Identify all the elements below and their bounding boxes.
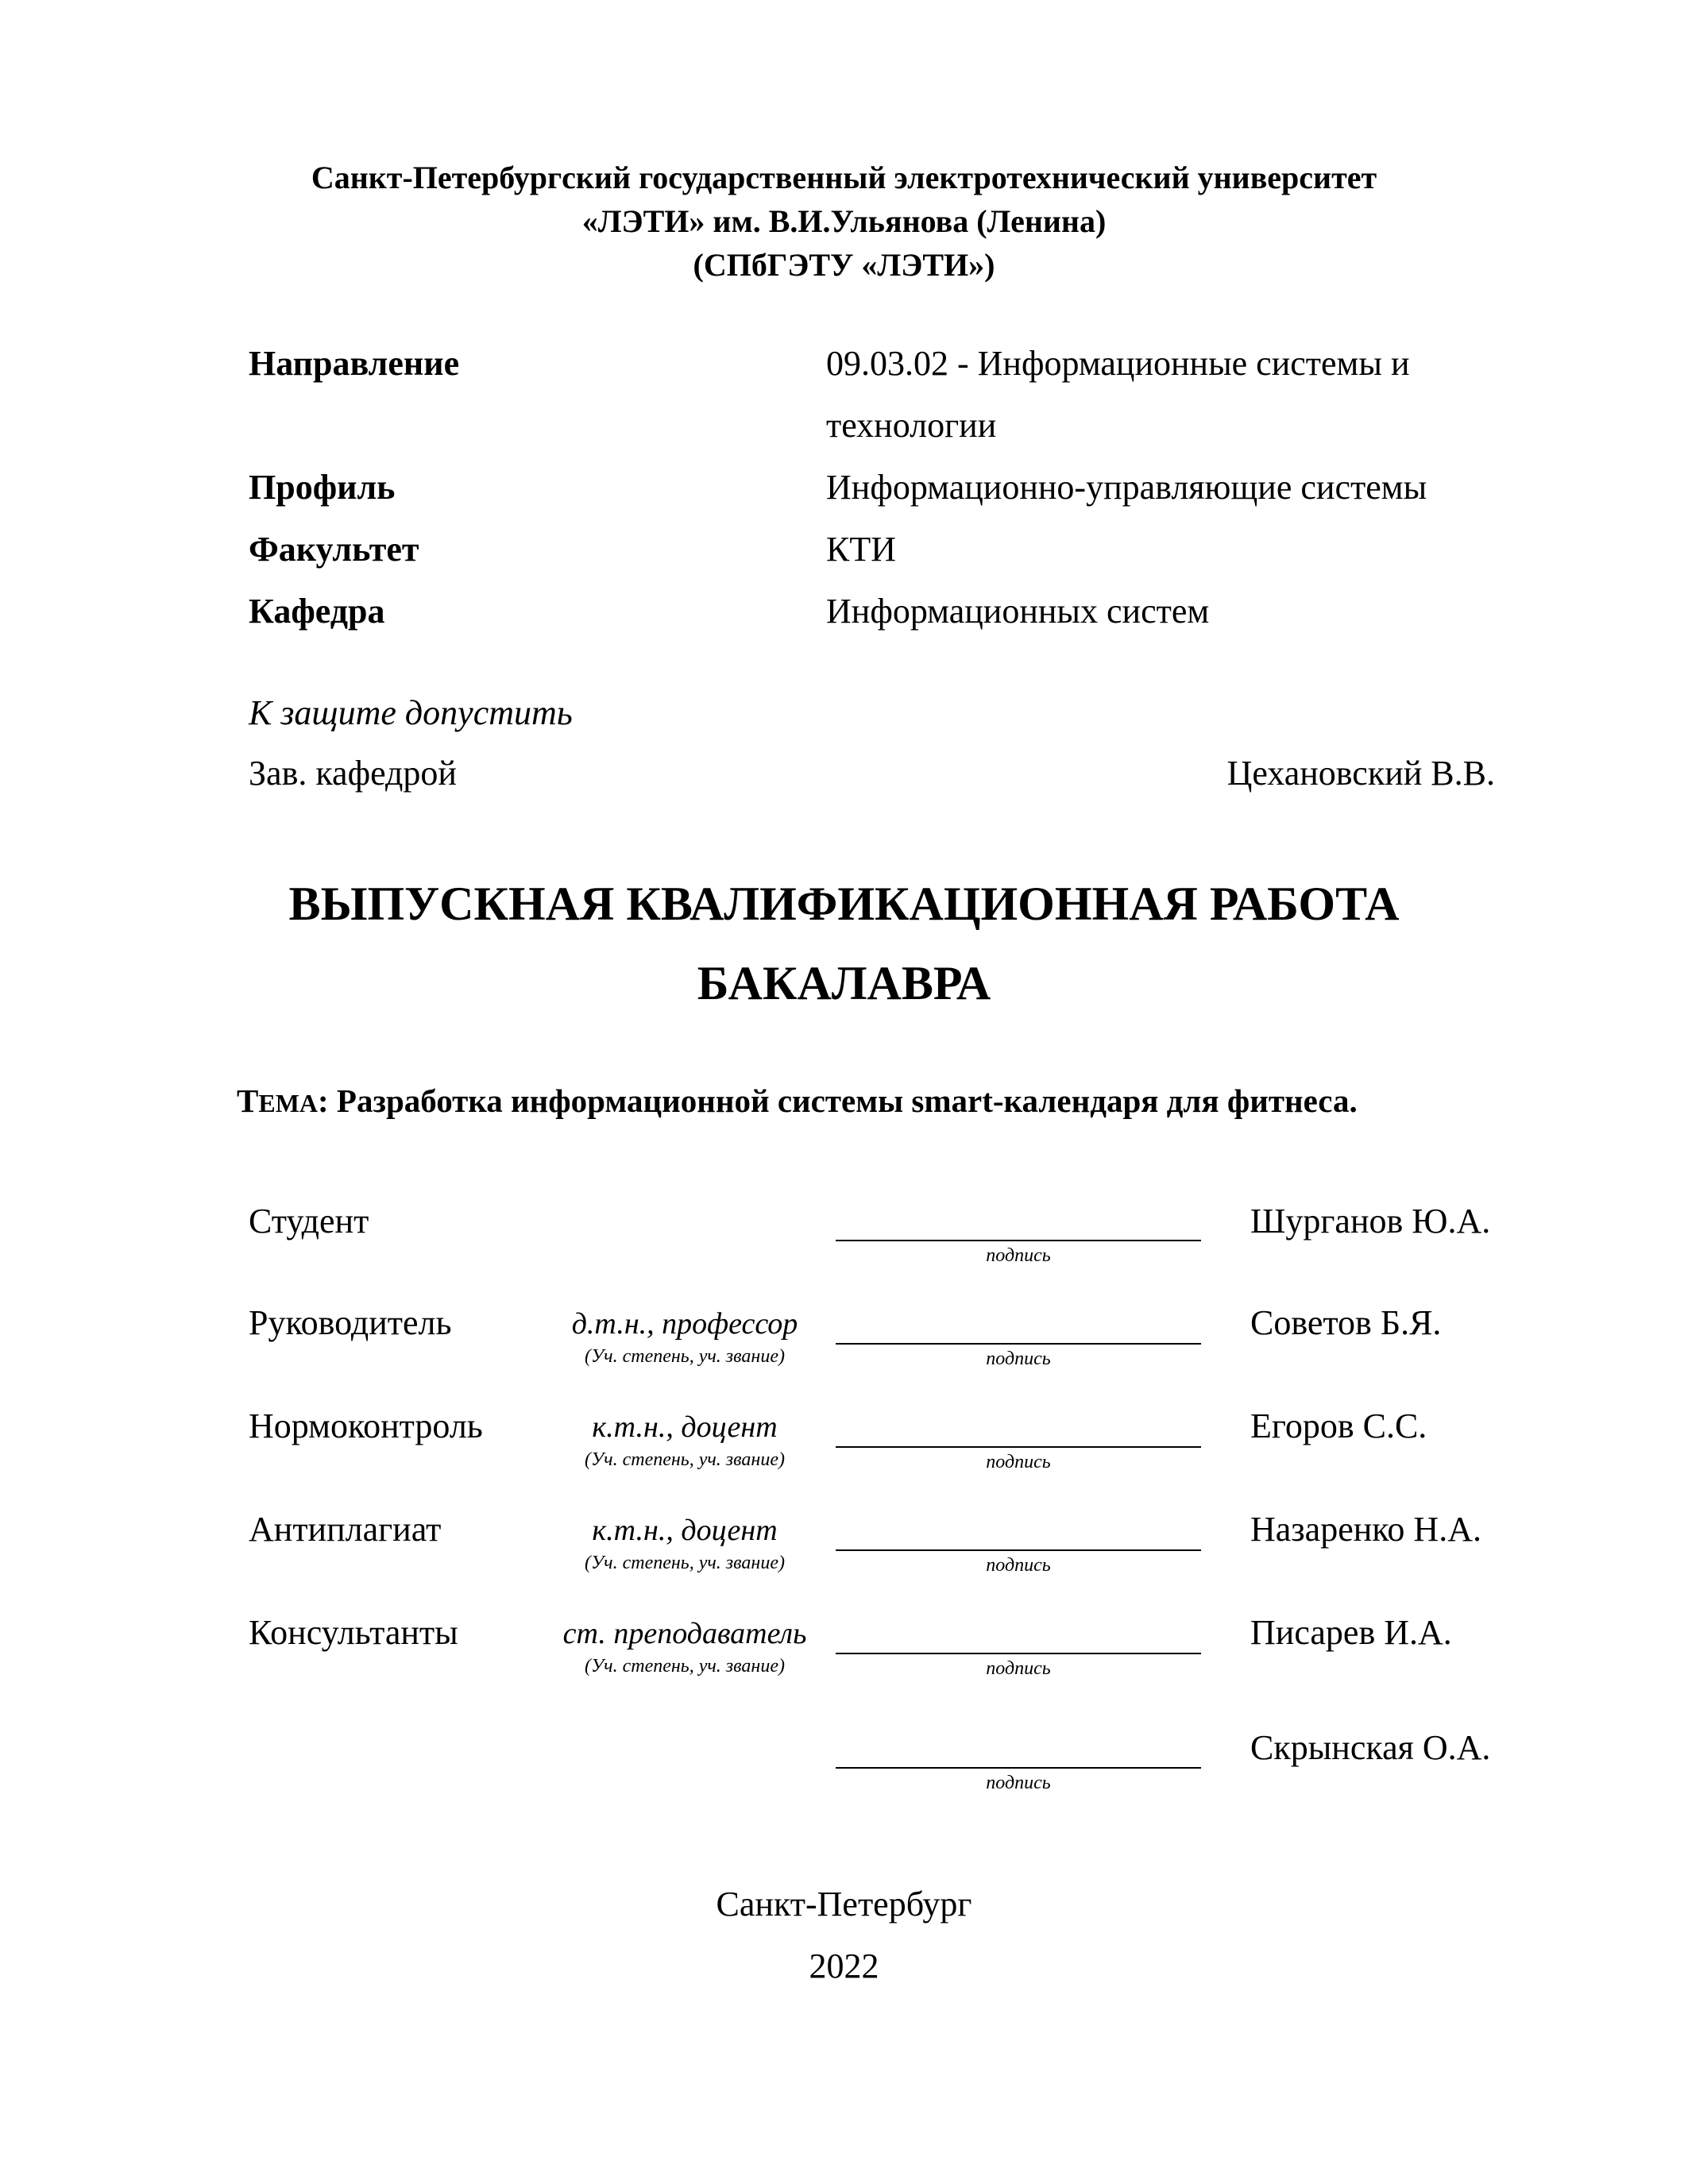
topic-line	[237, 1082, 1358, 1120]
direction-value-cont: технологии	[826, 406, 997, 445]
signature-note-supervisor: подпись	[986, 1349, 1051, 1369]
degree-antiplagiarism: к.т.н., доцент	[592, 1514, 778, 1547]
university-abbreviation: (СПбГЭТУ «ЛЭТИ»)	[693, 247, 995, 283]
faculty-value: КТИ	[826, 530, 896, 569]
city: Санкт-Петербург	[716, 1885, 972, 1924]
faculty-label: Факультет	[249, 530, 419, 569]
direction-value: 09.03.02 - Информационные системы и	[826, 344, 1410, 383]
name-consultant-1: Писарев И.А.	[1250, 1613, 1452, 1652]
role-supervisor: Руководитель	[249, 1303, 452, 1342]
degree-norm-control: к.т.н., доцент	[592, 1410, 778, 1444]
topic-text: Разработка информационной системы smart-календаря для фитнеса.	[336, 1082, 1358, 1119]
university-name-line1: Санкт-Петербургский государственный электротехнический университет	[311, 160, 1377, 195]
role-antiplagiarism: Антиплагиат	[249, 1510, 442, 1549]
degree-supervisor: д.т.н., профессор	[571, 1307, 798, 1341]
work-title-line2: БАКАЛАВРА	[697, 957, 991, 1009]
signature-line-norm-control	[836, 1446, 1201, 1448]
department-value: Информационных систем	[826, 592, 1210, 631]
degree-note-consultant: (Уч. степень, уч. звание)	[585, 1656, 785, 1677]
role-student: Студент	[249, 1202, 369, 1241]
university-name-line2: «ЛЭТИ» им. В.И.Ульянова (Ленина)	[581, 203, 1107, 239]
name-norm-control: Егоров С.С.	[1250, 1406, 1427, 1445]
signature-note-student: подпись	[986, 1245, 1051, 1266]
name-supervisor: Советов Б.Я.	[1250, 1303, 1442, 1342]
name-student: Шурганов Ю.А.	[1250, 1202, 1491, 1241]
direction-label: Направление	[249, 344, 460, 383]
signature-note-norm-control: подпись	[986, 1452, 1051, 1472]
degree-note-norm-control: (Уч. степень, уч. звание)	[585, 1449, 785, 1470]
profile-label: Профиль	[249, 468, 396, 507]
signature-note-consultant-1: подпись	[986, 1658, 1051, 1679]
degree-note-supervisor: (Уч. степень, уч. звание)	[585, 1346, 785, 1367]
signature-note-consultant-2: подпись	[986, 1773, 1051, 1793]
signature-line-supervisor	[836, 1343, 1201, 1345]
year: 2022	[809, 1947, 879, 1985]
role-norm-control: Нормоконтроль	[249, 1406, 483, 1445]
signature-note-antiplagiarism: подпись	[986, 1555, 1051, 1576]
topic-label: ТЕМА:	[237, 1082, 329, 1119]
degree-consultant: ст. преподаватель	[562, 1617, 807, 1650]
head-of-department-label: Зав. кафедрой	[249, 754, 457, 793]
signature-line-consultant-2	[836, 1767, 1201, 1769]
admission-heading: К защите допустить	[249, 693, 573, 732]
role-consultants: Консультанты	[249, 1613, 458, 1652]
name-consultant-2: Скрынская О.А.	[1250, 1728, 1491, 1767]
signature-line-antiplagiarism	[836, 1549, 1201, 1551]
name-antiplagiarism: Назаренко Н.А.	[1250, 1510, 1481, 1549]
profile-value: Информационно-управляющие системы	[826, 468, 1427, 507]
department-label: Кафедра	[249, 592, 385, 631]
degree-note-antiplagiarism: (Уч. степень, уч. звание)	[585, 1553, 785, 1573]
signature-line-consultant-1	[836, 1653, 1201, 1654]
work-title-line1: ВЫПУСКНАЯ КВАЛИФИКАЦИОННАЯ РАБОТА	[288, 878, 1400, 930]
head-of-department-name: Цехановский В.В.	[1226, 754, 1495, 793]
signature-line-student	[836, 1240, 1201, 1241]
